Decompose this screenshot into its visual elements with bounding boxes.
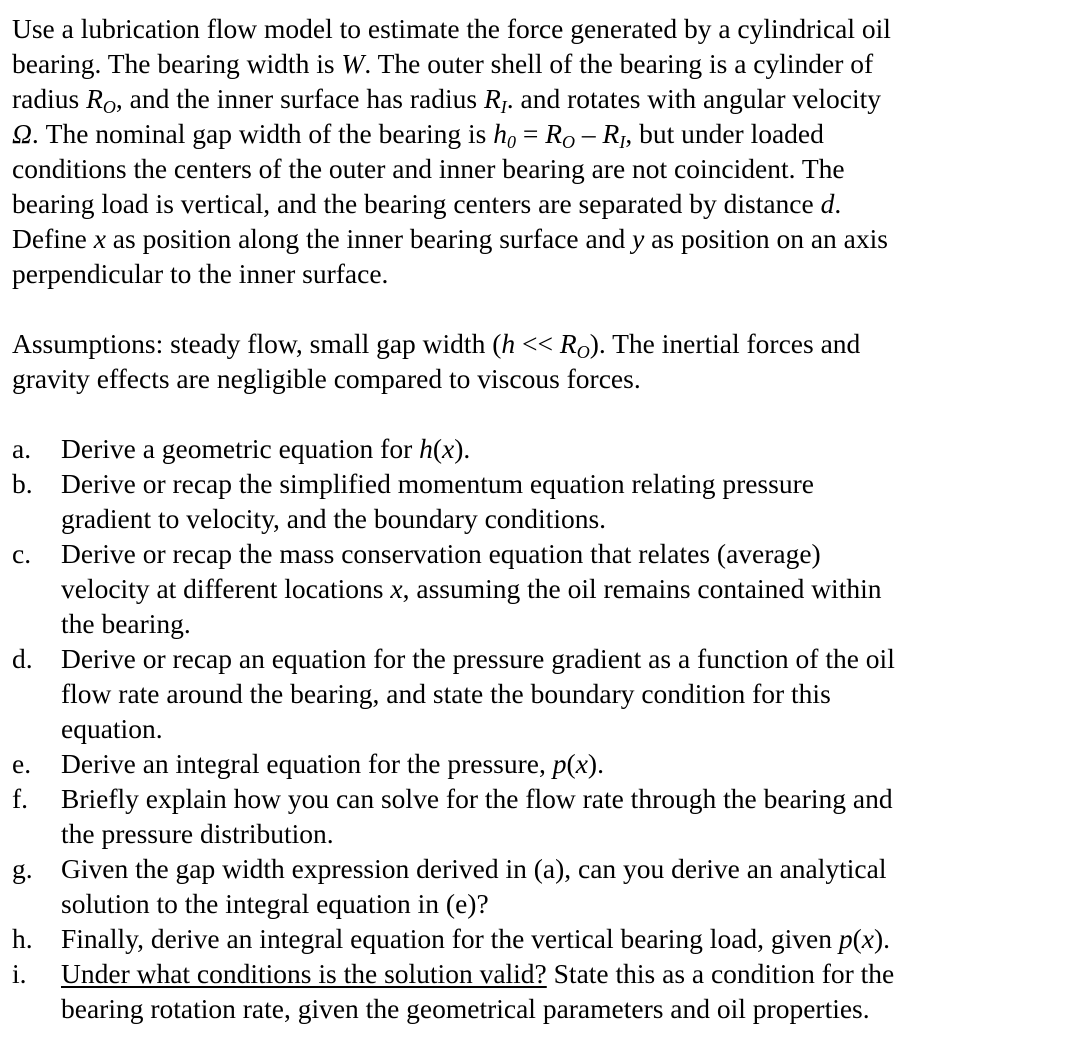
question-marker: d.	[12, 643, 33, 674]
assumptions-line-2: gravity effects are negligible compared to viscous forces.	[12, 363, 641, 394]
intro-line-8: perpendicular to the inner surface.	[12, 258, 389, 289]
question-marker: h.	[12, 923, 33, 954]
intro-line-1: Use a lubrication flow model to estimate the force generated by a cylindrical oil	[12, 13, 891, 44]
question-e: e. Derive an integral equation for the pressure, p(x).	[12, 748, 604, 779]
question-marker: f.	[12, 783, 29, 814]
intro-line-6: bearing load is vertical, and the bearing centers are separated by distance d.	[12, 188, 842, 219]
assumptions-line-1: Assumptions: steady flow, small gap width $(h << R_O)$. The inertial forces and	[12, 328, 861, 362]
intro-paragraph	[12, 11, 1060, 291]
question-g: g. Given the gap width expression derived in (a), can you derive an analytical solution to the integral equation in (e)?	[12, 853, 887, 919]
underlined-question: Under what conditions is the solution valid?	[61, 958, 547, 989]
intro-line-2: bearing. The bearing width is W. The outer shell of the bearing is a cylinder of	[12, 48, 874, 79]
question-f: f. Briefly explain how you can solve for the flow rate through the bearing and the pressure distribution.	[12, 783, 893, 849]
question-i: i. Under what conditions is the solution valid? State this as a condition for the bearing rotation rate, given the geometrical parameters and oil properties.	[12, 958, 895, 1024]
question-d: d. Derive or recap an equation for the pressure gradient as a function of the oil flow rate around the bearing, and state the boundary condition for this equation.	[12, 643, 895, 744]
spacer	[12, 396, 1060, 431]
question-marker: g.	[12, 853, 33, 884]
question-marker: a.	[12, 433, 32, 464]
question-h: h. Finally, derive an integral equation for the vertical bearing load, given p(x).	[12, 923, 891, 954]
question-c: c. Derive or recap the mass conservation equation that relates (average) velocity at different locations x, assuming the oil remains contained within the bearing.	[12, 538, 882, 639]
assumptions-paragraph	[12, 326, 1060, 396]
problem-document	[12, 11, 1060, 1026]
intro-line-5: conditions the centers of the outer and inner bearing are not coincident. The	[12, 153, 845, 184]
intro-line-3: radius $R_O$, and the inner surface has radius $R_I$. and rotates with angular velocity	[12, 83, 881, 117]
question-b: b. Derive or recap the simplified momentum equation relating pressure gradient to velocity, and the boundary conditions.	[12, 468, 814, 534]
question-marker: i.	[12, 958, 27, 989]
spacer	[12, 291, 1060, 326]
question-marker: c.	[12, 538, 32, 569]
question-marker: b.	[12, 468, 33, 499]
intro-line-4: Ω. The nominal gap width of the bearing is $h_0 = R_O - R_I$, but under loaded	[12, 118, 824, 152]
question-list	[12, 431, 1060, 1026]
intro-line-7: Define x as position along the inner bearing surface and y as position on an axis	[12, 223, 888, 254]
question-a: a. Derive a geometric equation for h(x).	[12, 433, 471, 464]
question-marker: e.	[12, 748, 32, 779]
